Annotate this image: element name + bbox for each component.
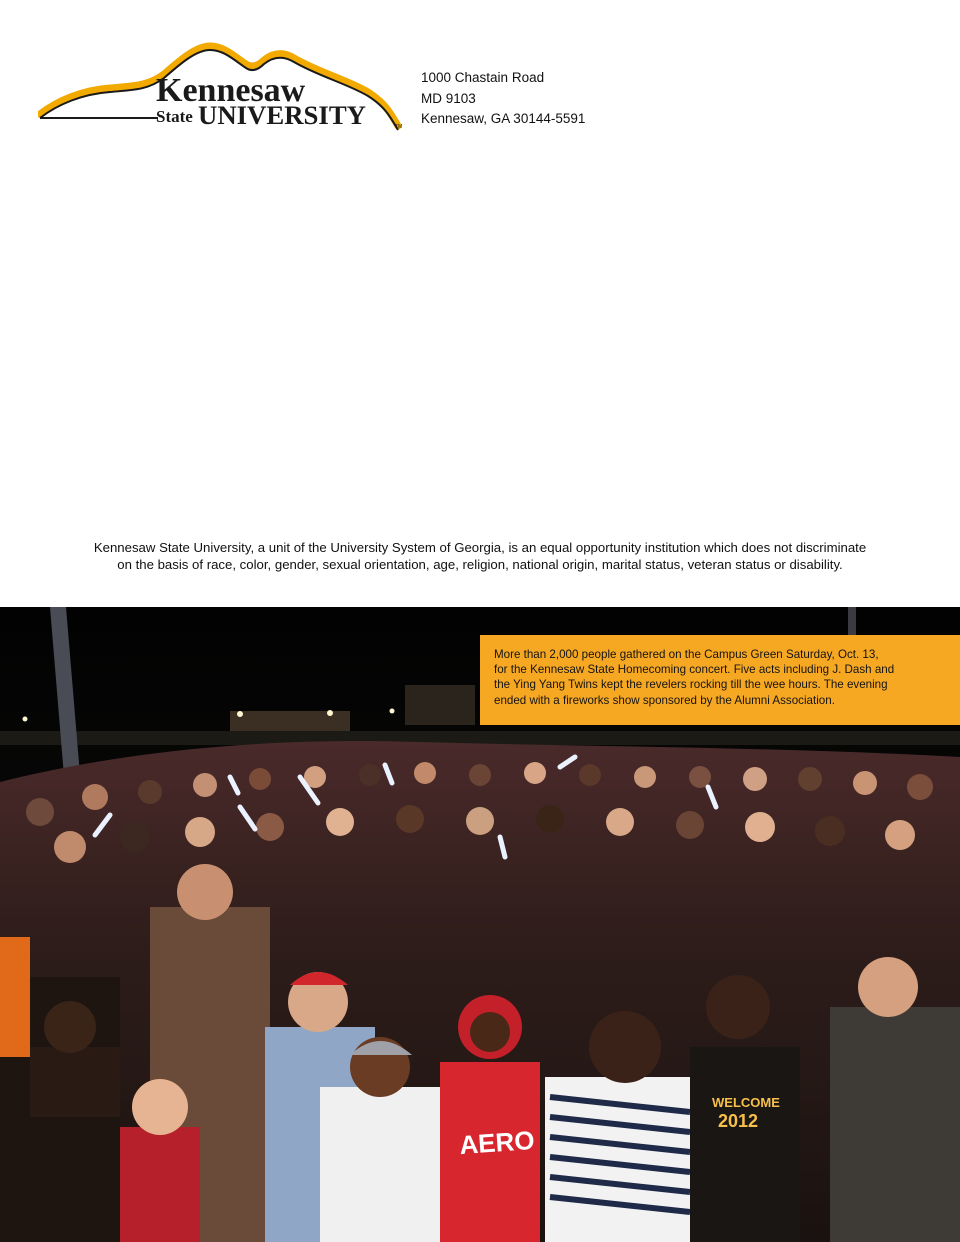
pole-right [848,607,856,637]
address-block [421,68,585,130]
address-line-street: 1000 Chastain Road [421,70,545,85]
aero-shirt-text: AERO [458,1124,536,1161]
address-line-mailstop: MD 9103 [421,90,476,106]
ksu-logo-mark [38,42,408,142]
equal-opportunity-notice [30,539,930,573]
lawn-edge [0,731,960,745]
light [237,711,243,717]
address-line-city: Kennesaw, GA 30144-5591 [421,111,586,126]
welcome-shirt-text: WELCOME [712,1095,780,1110]
caption-line-2: for the Kennesaw State Homecoming concert. Five acts including J. Dash and [494,663,895,677]
distant-building-2 [405,685,475,725]
caption-line-3: the Ying Yang Twins kept the revelers rocking till the wee hours. The evening [494,678,888,692]
logo-university-text: UNIVERSITY [198,101,367,130]
light [327,710,333,716]
notice-line-1: Kennesaw State University, a unit of the University System of Georgia, is an equal opportunity institution which does not discriminate [93,540,867,555]
caption-line-1: More than 2,000 people gathered on the Campus Green Saturday, Oct. 13, [494,648,879,661]
notice-line-2: on the basis of race, color, gender, sexual orientation, age, religion, national origin, marital status, veteran status or disability. [117,557,843,572]
logo-state-text: State [156,107,193,126]
caption-line-4: ended with a fireworks show sponsored by the Alumni Association. [494,693,835,707]
light [390,709,395,714]
photo-caption-box [480,635,960,725]
logo-tm-text: TM [395,124,403,130]
ksu-logo [38,42,408,142]
logo-kennesaw-text: Kennesaw [156,72,306,109]
year-shirt-text: 2012 [718,1111,759,1131]
light [23,717,28,722]
